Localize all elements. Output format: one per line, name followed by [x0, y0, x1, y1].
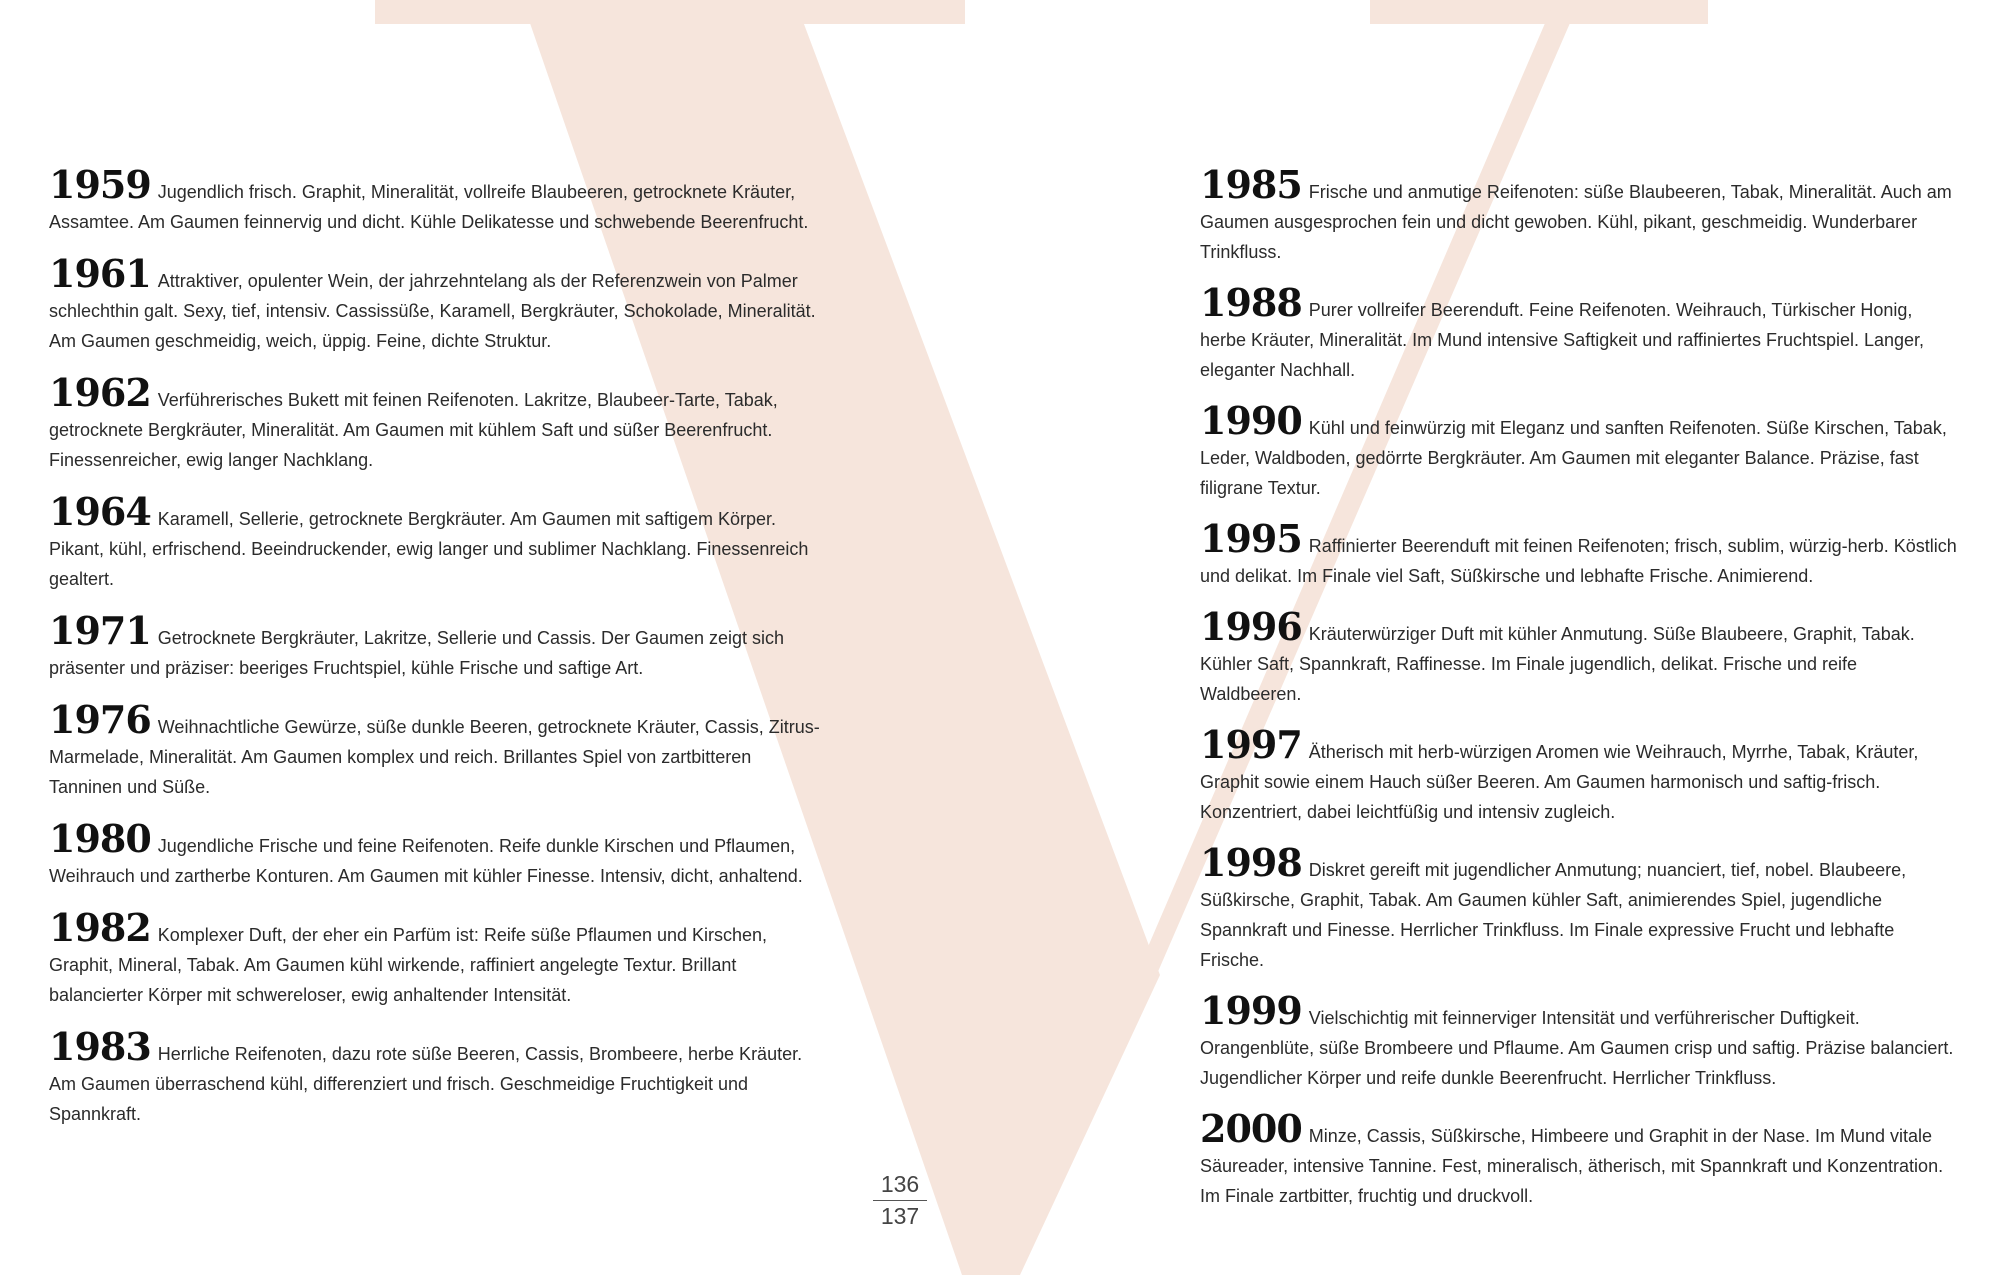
- vintage-entry: [49, 608, 829, 683]
- tasting-note: Attraktiver, opulenter Wein, der jahrzehntelang als der Referenzwein von Palmer schlechthin galt. Sexy, tief, intensiv. Cassissüße, Karamell, Bergkräuter, Schokolade, Mineralität. Am Gaumen geschmeidig, weich, üppig. Feine, dichte Struktur.: [49, 271, 816, 351]
- page-number-divider: [873, 1200, 927, 1201]
- vintage-year: 1959: [49, 162, 151, 207]
- tasting-note: Raffinierter Beerenduft mit feinen Reifenoten; frisch, sublim, würzig-herb. Köstlich und delikat. Im Finale viel Saft, Süßkirsche und lebhafte Frische. Animierend.: [1200, 536, 1957, 586]
- tasting-note: Diskret gereift mit jugendlicher Anmutung; nuanciert, tief, nobel. Blaubeere, Süßkirsche, Graphit, Tabak. Am Gaumen kühler Saft, animierendes Spiel, jugendliche Spannkraft und Finesse. Herrlicher Trinkfluss. Im Finale expressive Frucht und lebhafte Frische.: [1200, 860, 1907, 970]
- vintage-entry: [1200, 162, 1960, 267]
- vintage-entry: [49, 905, 829, 1010]
- vintage-year: 1998: [1200, 840, 1302, 885]
- vintage-entry: [49, 1024, 829, 1129]
- vintage-entry: [1200, 604, 1960, 709]
- vintage-year: 1996: [1200, 604, 1302, 649]
- vintage-entry: [49, 370, 829, 475]
- vintage-year: 1961: [49, 251, 151, 296]
- vintage-year: 1999: [1200, 988, 1302, 1033]
- vintage-year: 1997: [1200, 722, 1302, 767]
- tasting-note: Purer vollreifer Beerenduft. Feine Reifenoten. Weihrauch, Türkischer Honig, herbe Kräuter, Mineralität. Im Mund intensive Saftigkeit und raffiniertes Fruchtspiel. Langer, eleganter Nachhall.: [1200, 300, 1925, 380]
- tasting-note: Vielschichtig mit feinnerviger Intensität und verführerischer Duftigkeit. Orangenblüte, süße Brombeere und Pflaume. Am Gaumen crisp und saftig. Präzise balanciert. Jugendlicher Körper und reife dunkle Beerenfrucht. Herrlicher Trinkfluss.: [1200, 1008, 1954, 1088]
- tasting-note: Kühl und feinwürzig mit Eleganz und sanften Reifenoten. Süße Kirschen, Tabak, Leder, Waldboden, gedörrte Bergkräuter. Am Gaumen mit eleganter Balance. Präzise, fast filigrane Textur.: [1200, 418, 1947, 498]
- vintage-entry: [49, 251, 829, 356]
- vintage-year: 1982: [49, 905, 151, 950]
- right-column: [1200, 162, 1960, 1232]
- v-right-serif: [1370, 0, 1708, 24]
- vintage-entry: [1200, 722, 1960, 827]
- vintage-year: 1985: [1200, 162, 1302, 207]
- tasting-note: Getrocknete Bergkräuter, Lakritze, Sellerie und Cassis. Der Gaumen zeigt sich präsenter und präziser: beeriges Fruchtspiel, kühle Frische und saftige Art.: [49, 628, 785, 678]
- vintage-entry: [49, 489, 829, 594]
- tasting-note: Frische und anmutige Reifenoten: süße Blaubeeren, Tabak, Mineralität. Auch am Gaumen ausgesprochen fein und dicht gewoben. Kühl, pikant, geschmeidig. Wunderbarer Trinkfluss.: [1200, 182, 1952, 262]
- vintage-year: 1964: [49, 489, 151, 534]
- vintage-year: 1980: [49, 816, 151, 861]
- vintage-year: 2000: [1200, 1106, 1302, 1151]
- vintage-entry: [49, 162, 829, 237]
- vintage-entry: [1200, 840, 1960, 975]
- vintage-year: 1990: [1200, 398, 1302, 443]
- vintage-entry: [1200, 516, 1960, 591]
- vintage-entry: [49, 697, 829, 802]
- vintage-entry: [1200, 1106, 1960, 1211]
- tasting-note: Komplexer Duft, der eher ein Parfüm ist: Reife süße Pflaumen und Kirschen, Graphit, Mineral, Tabak. Am Gaumen kühl wirkende, raffiniert angelegte Textur. Brillant balancierter Körper mit schwereloser, ewig anhaltender Intensität.: [49, 925, 768, 1005]
- vintage-entry: [49, 816, 829, 891]
- vintage-entry: [1200, 988, 1960, 1093]
- page-number-left: 136: [880, 1171, 920, 1197]
- tasting-note: Ätherisch mit herb-würzigen Aromen wie Weihrauch, Myrrhe, Tabak, Kräuter, Graphit sowie einem Hauch süßer Beeren. Am Gaumen harmonisch und saftig-frisch. Konzentriert, dabei leichtfüßig und intensiv zugleich.: [1200, 742, 1919, 822]
- tasting-note: Kräuterwürziger Duft mit kühler Anmutung. Süße Blaubeere, Graphit, Tabak. Kühler Saft, Spannkraft, Raffinesse. Im Finale jugendlich, delikat. Frische und reife Waldbeeren.: [1200, 624, 1915, 704]
- vintage-year: 1995: [1200, 516, 1302, 561]
- tasting-note: Karamell, Sellerie, getrocknete Bergkräuter. Am Gaumen mit saftigem Körper. Pikant, kühl, erfrischend. Beeindruckender, ewig langer und sublimer Nachklang. Finessenreich gealtert.: [49, 509, 809, 589]
- tasting-note: Jugendlich frisch. Graphit, Mineralität, vollreife Blaubeeren, getrocknete Kräuter, Assamtee. Am Gaumen feinnervig und dicht. Kühle Delikatesse und schwebende Beerenfrucht.: [49, 182, 809, 232]
- vintage-year: 1988: [1200, 280, 1302, 325]
- tasting-note: Verführerisches Bukett mit feinen Reifenoten. Lakritze, Blaubeer-Tarte, Tabak, getrocknete Bergkräuter, Mineralität. Am Gaumen mit kühlem Saft und süßer Beerenfrucht. Finessenreicher, ewig langer Nachklang.: [49, 390, 778, 470]
- vintage-year: 1962: [49, 370, 151, 415]
- left-column: [49, 162, 829, 1151]
- vintage-entry: [1200, 280, 1960, 385]
- tasting-note: Minze, Cassis, Süßkirsche, Himbeere und Graphit in der Nase. Im Mund vitale Säureader, intensive Tannine. Fest, mineralisch, ätherisch, mit Spannkraft und Konzentration. Im Finale zartbitter, fruchtig und druckvoll.: [1200, 1126, 1944, 1206]
- tasting-note: Weihnachtliche Gewürze, süße dunkle Beeren, getrocknete Kräuter, Cassis, Zitrus-Marmelade, Mineralität. Am Gaumen komplex und reich. Brillantes Spiel von zartbitteren Tanninen und Süße.: [49, 717, 820, 797]
- page-numbers: [873, 1170, 927, 1231]
- vintage-year: 1976: [49, 697, 151, 742]
- page-number-right: 137: [880, 1203, 920, 1229]
- tasting-note: Jugendliche Frische und feine Reifenoten. Reife dunkle Kirschen und Pflaumen, Weihrauch und zartherbe Konturen. Am Gaumen mit kühler Finesse. Intensiv, dicht, anhaltend.: [49, 836, 803, 886]
- vintage-year: 1983: [49, 1024, 151, 1069]
- vintage-year: 1971: [49, 608, 151, 653]
- tasting-note: Herrliche Reifenoten, dazu rote süße Beeren, Cassis, Brombeere, herbe Kräuter. Am Gaumen überraschend kühl, differenziert und frisch. Geschmeidige Fruchtigkeit und Spannkraft.: [49, 1044, 803, 1124]
- vintage-entry: [1200, 398, 1960, 503]
